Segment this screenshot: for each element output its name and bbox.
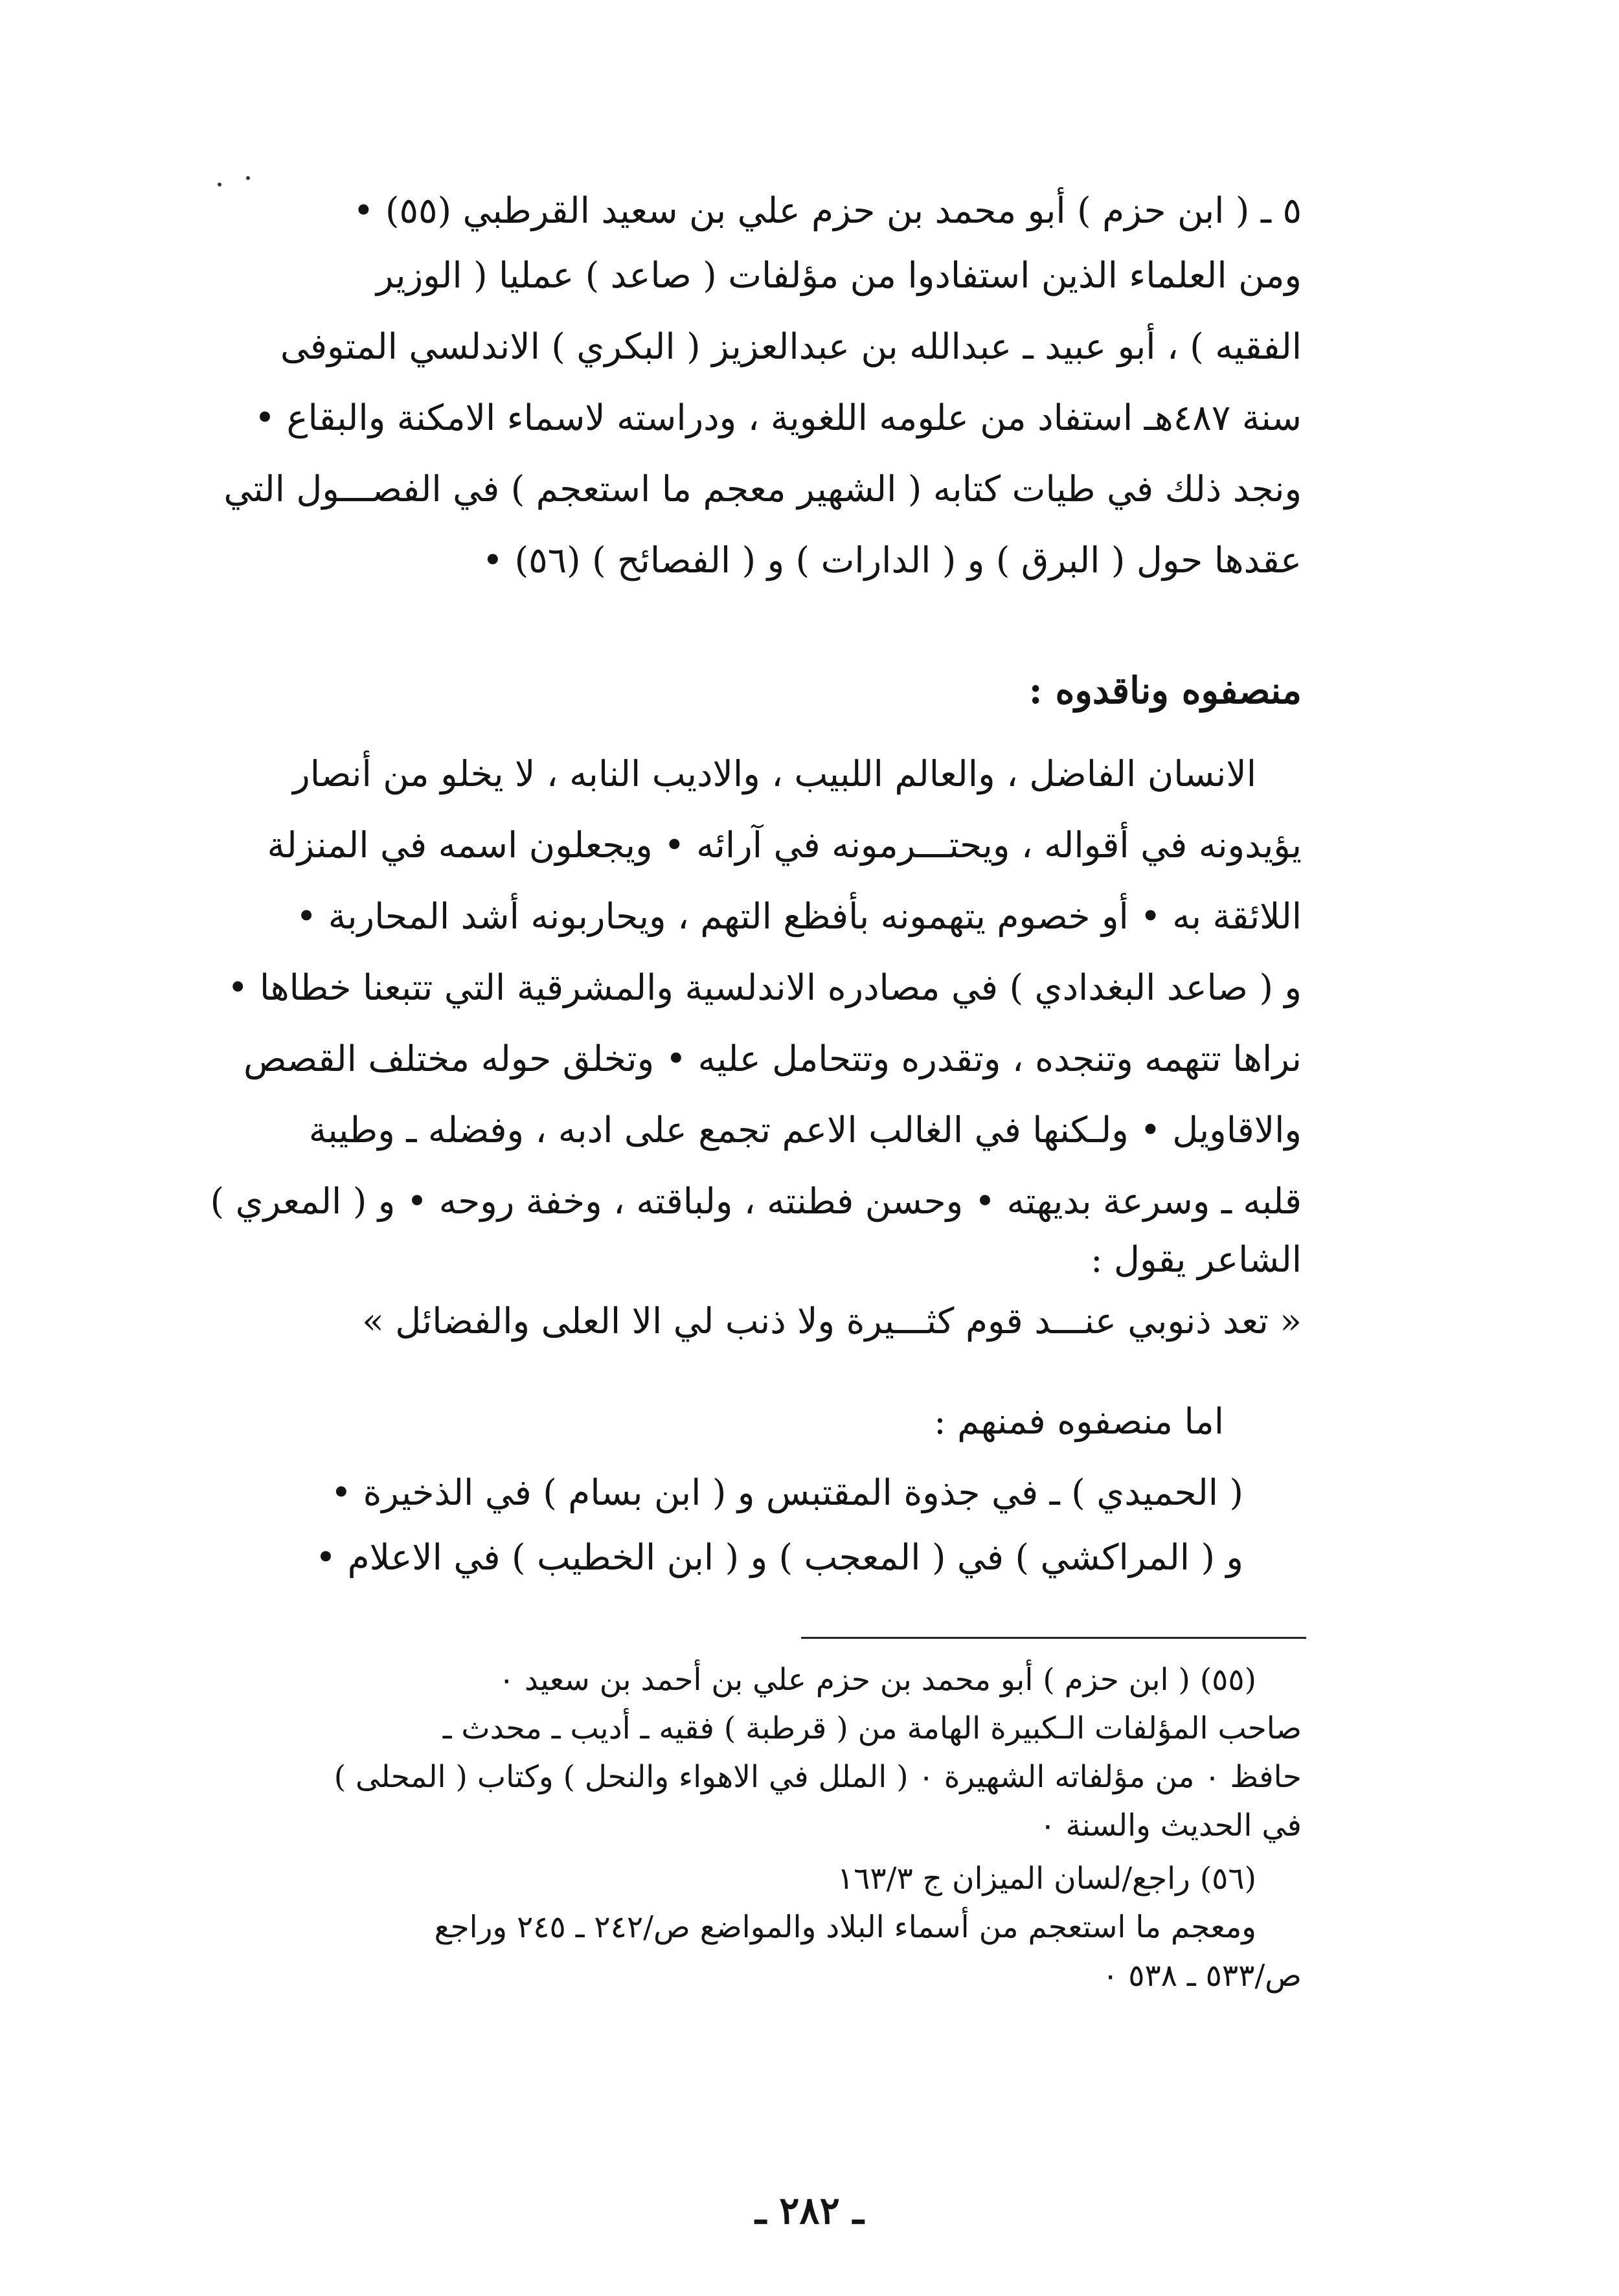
list-item: و ( المراكشي ) في ( المعجب ) و ( ابن الخطيب ) في الاعلام •	[315, 1536, 1243, 1578]
scan-speck	[246, 176, 250, 180]
section-line-3: اللائقة به • أو خصوم يتهمونه بأفظع التهم ، ويحاربونه أشد المحاربة •	[295, 895, 1302, 937]
list-intro: اما منصفوه فمنهم :	[934, 1401, 1224, 1442]
body-line-4: سنة ٤٨٧هـ استفاد من علومه اللغوية ، ودراسته لاسماء الامكنة والبقاع •	[254, 397, 1302, 438]
footnote-line-6: ومعجم ما استعجم من أسماء البلاد والمواضع ص/٢٤٢ ـ ٢٤٥ وراجع	[434, 1909, 1256, 1945]
footnote-line-5: (٥٦) راجع/لسان الميزان ج ١٦٣/٣	[837, 1861, 1256, 1896]
footnote-line-4: في الحديث والسنة ٠	[1039, 1808, 1302, 1843]
verse-line: « تعد ذنوبي عنـــد قوم كثـــيرة ولا ذنب لي الا العلى والفضائل »	[362, 1300, 1302, 1342]
section-line-8: الشاعر يقول :	[1090, 1239, 1302, 1280]
body-line-1: ٥ ـ ( ابن حزم ) أبو محمد بن حزم علي بن سعيد القرطبي (٥٥) •	[353, 190, 1302, 231]
footnote-line-2: صاحب المؤلفات الـكبيرة الهامة من ( قرطبة ) فقيه ـ أديب ـ محدث ـ	[442, 1711, 1302, 1746]
section-line-5: نراها تتهمه وتنجده ، وتقدره وتتحامل عليه • وتخلق حوله مختلف القصص	[243, 1038, 1302, 1079]
footnote-separator	[801, 1637, 1306, 1639]
footnote-line-7: ص/٥٣٣ ـ ٥٣٨ ٠	[1102, 1958, 1302, 1994]
section-line-4: و ( صاعد البغدادي ) في مصادره الاندلسية والمشرقية التي تتبعنا خطاها •	[227, 967, 1302, 1008]
body-line-6: عقدها حول ( البرق ) و ( الدارات ) و ( الفصائح ) (٥٦) •	[482, 539, 1302, 581]
body-line-2: ومن العلماء الذين استفادوا من مؤلفات ( صاعد ) عمليا ( الوزير	[376, 254, 1302, 296]
list-item: ( الحميدي ) ـ في جذوة المقتبس و ( ابن بسام ) في الذخيرة •	[330, 1472, 1243, 1513]
body-line-5: ونجد ذلك في طيات كتابه ( الشهير معجم ما استعجم ) في الفصـــول التي	[223, 468, 1302, 510]
footnote-line-3: حافظ ٠ من مؤلفاته الشهيرة ٠ ( الملل في الاهواء والنحل ) وكتاب ( المحلى )	[334, 1759, 1302, 1795]
page-number: ـ ٢٨٢ ـ	[755, 2189, 864, 2233]
section-line-6: والاقاويل • ولـكنها في الغالب الاعم تجمع على ادبه ، وفضله ـ وطيبة	[308, 1109, 1302, 1151]
section-line-2: يؤيدونه في أقواله ، ويحتـــرمونه في آرائه • ويجعلون اسمه في المنزلة	[267, 824, 1302, 866]
section-line-1: الانسان الفاضل ، والعالم اللبيب ، والاديب النابه ، لا يخلو من أنصار	[293, 753, 1256, 794]
scan-speck	[218, 183, 221, 186]
footnote-line-1: (٥٥) ( ابن حزم ) أبو محمد بن حزم علي بن أحمد بن سعيد ٠	[498, 1662, 1256, 1698]
section-heading: منصفوه وناقدوه :	[1028, 669, 1302, 712]
section-line-7: قلبه ـ وسرعة بديهته • وحسن فطنته ، ولباقته ، وخفة روحه • و ( المعري )	[210, 1180, 1302, 1222]
body-line-3: الفقيه ) ، أبو عبيد ـ عبدالله بن عبدالعزيز ( البكري ) الاندلسي المتوفى	[280, 326, 1302, 367]
